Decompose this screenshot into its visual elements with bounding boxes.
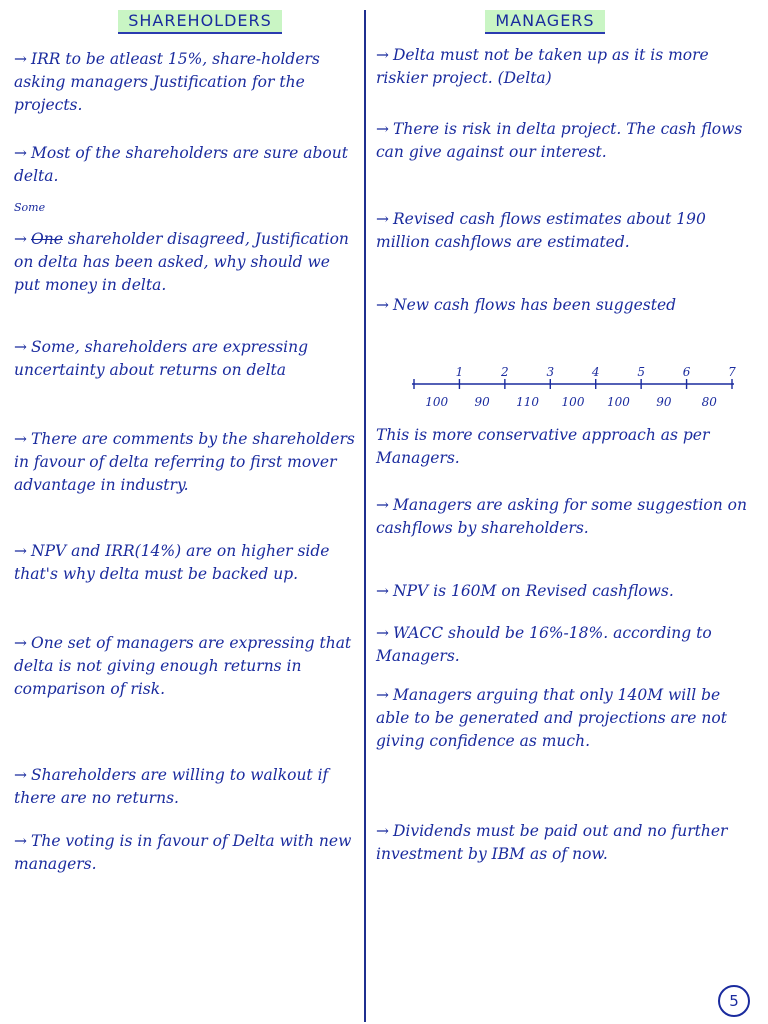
arrow-icon: → <box>14 144 27 162</box>
arrow-icon: → <box>14 230 27 248</box>
arrow-icon: → <box>376 210 389 228</box>
note-text: Delta must not be taken up as it is more riskier project. (Delta) <box>376 46 709 87</box>
shareholder-note-7 <box>14 632 358 701</box>
note-text: There are comments by the shareholders in favour of delta referring to first mover advantage in industry. <box>14 430 355 494</box>
manager-note-9 <box>376 684 748 753</box>
manager-note-1 <box>376 44 748 90</box>
note-text: Managers arguing that only 140M will be able to be generated and projections are not giving confidence as much. <box>376 686 727 750</box>
shareholder-note-9 <box>14 830 358 876</box>
arrow-icon: → <box>376 624 389 642</box>
note-text: The voting is in favour of Delta with new managers. <box>14 832 352 873</box>
shareholders-header-text: SHAREHOLDERS <box>118 10 282 34</box>
arrow-icon: → <box>14 542 27 560</box>
timeline-period-label: 4 <box>591 365 600 379</box>
timeline-value-label: 100 <box>606 395 630 409</box>
page-number: 5 <box>718 985 750 1017</box>
timeline-period-label: 2 <box>501 365 509 379</box>
shareholder-note-5 <box>14 428 358 497</box>
note-text: One set of managers are expressing that delta is not giving enough returns in comparison of risk. <box>14 634 352 698</box>
manager-note-3 <box>376 208 748 254</box>
managers-header-text: MANAGERS <box>485 10 604 34</box>
note-text: Dividends must be paid out and no further investment by IBM as of now. <box>376 822 728 863</box>
struck-word: One <box>31 230 63 248</box>
shareholder-note-4 <box>14 336 358 382</box>
shareholder-note-2 <box>14 142 358 188</box>
shareholders-header <box>100 10 300 32</box>
timeline-period-label: 6 <box>682 365 691 379</box>
note-text: There is risk in delta project. The cash flows can give against our interest. <box>376 120 743 161</box>
arrow-icon: → <box>376 46 389 64</box>
timeline-period-label: 1 <box>455 365 464 379</box>
arrow-icon: → <box>14 832 27 850</box>
note-text: Revised cash flows estimates about 190 million cashflows are estimated. <box>376 210 706 251</box>
timeline-value-label: 80 <box>701 395 717 409</box>
arrow-icon: → <box>14 634 27 652</box>
timeline-graphic <box>408 362 738 422</box>
shareholder-note-1 <box>14 48 358 117</box>
arrow-icon: → <box>376 296 389 314</box>
note-text: shareholder disagreed, Justification on delta has been asked, why should we put money in delta. <box>14 230 349 294</box>
arrow-icon: → <box>376 120 389 138</box>
note-text: IRR to be atleast 15%, share-holders asking managers Justification for the projects. <box>14 50 320 114</box>
arrow-icon: → <box>14 50 27 68</box>
arrow-icon: → <box>376 496 389 514</box>
manager-note-5 <box>376 424 748 470</box>
manager-note-4 <box>376 294 748 317</box>
shareholder-note-6 <box>14 540 358 586</box>
manager-note-8 <box>376 622 748 668</box>
column-divider <box>364 10 366 1022</box>
arrow-icon: → <box>14 430 27 448</box>
note-text: NPV is 160M on Revised cashflows. <box>393 582 674 600</box>
timeline-value-label: 100 <box>425 395 449 409</box>
timeline-period-label: 7 <box>728 365 736 379</box>
arrow-icon: → <box>376 822 389 840</box>
manager-note-7 <box>376 580 748 603</box>
arrow-icon: → <box>376 686 389 704</box>
note-text: Shareholders are willing to walkout if there are no returns. <box>14 766 329 807</box>
cash-flow-timeline <box>408 362 738 422</box>
note-text: WACC should be 16%-18%. according to Managers. <box>376 624 712 665</box>
arrow-icon: → <box>376 582 389 600</box>
timeline-period-label: 3 <box>546 365 555 379</box>
note-text: This is more conservative approach as per Managers. <box>376 426 710 467</box>
note-text: New cash flows has been suggested <box>393 296 677 314</box>
shareholder-note-8 <box>14 764 358 810</box>
manager-note-2 <box>376 118 748 164</box>
timeline-value-label: 90 <box>474 395 490 409</box>
timeline-value-label: 100 <box>561 395 585 409</box>
shareholder-note-3 <box>14 201 358 297</box>
manager-note-6 <box>376 494 748 540</box>
note-text: Some, shareholders are expressing uncertainty about returns on delta <box>14 338 309 379</box>
timeline-period-label: 5 <box>637 365 645 379</box>
timeline-value-label: 110 <box>516 395 540 409</box>
managers-header <box>470 10 620 32</box>
note-text: NPV and IRR(14%) are on higher side that's why delta must be backed up. <box>14 542 330 583</box>
note-text: Managers are asking for some suggestion on cashflows by shareholders. <box>376 496 747 537</box>
note-text: Most of the shareholders are sure about delta. <box>14 144 348 185</box>
inserted-word: Some <box>14 201 46 214</box>
arrow-icon: → <box>14 766 27 784</box>
arrow-icon: → <box>14 338 27 356</box>
timeline-value-label: 90 <box>656 395 672 409</box>
manager-note-10 <box>376 820 748 866</box>
